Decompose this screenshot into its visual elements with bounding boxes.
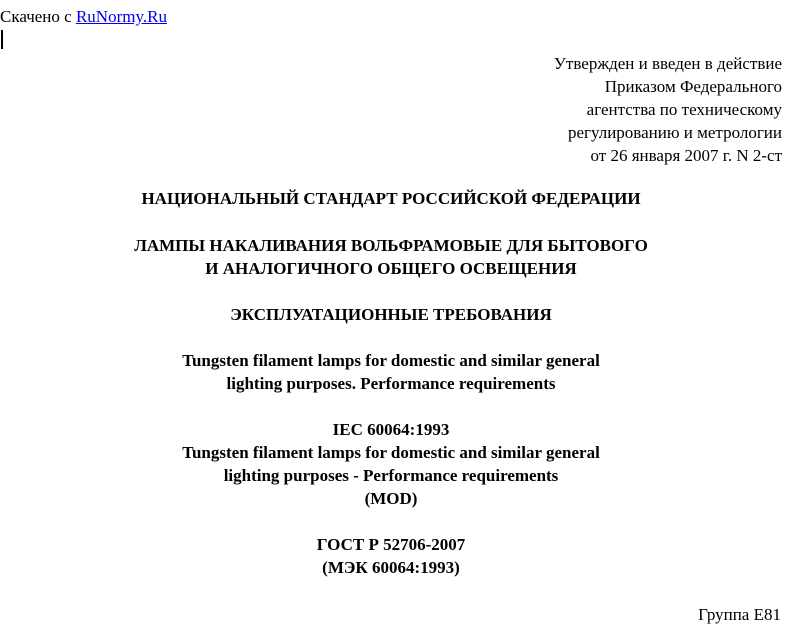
title-en-line: lighting purposes. Performance requirements bbox=[226, 374, 556, 393]
title-ru-line: ЛАМПЫ НАКАЛИВАНИЯ ВОЛЬФРАМОВЫЕ ДЛЯ БЫТОВОГО bbox=[134, 236, 648, 255]
gost-number: ГОСТ Р 52706-2007 bbox=[316, 535, 466, 554]
iec-title-line: Tungsten filament lamps for domestic and similar general bbox=[182, 443, 600, 462]
approval-block bbox=[554, 52, 782, 167]
title-ru-block bbox=[0, 234, 782, 280]
gost-block bbox=[0, 533, 782, 579]
source-prefix: Скачено с bbox=[0, 7, 76, 26]
subtitle-ru: ЭКСПЛУАТАЦИОННЫЕ ТРЕБОВАНИЯ bbox=[230, 305, 552, 324]
iec-code: IEC 60064:1993 bbox=[332, 420, 450, 439]
iec-mod: (MOD) bbox=[364, 489, 418, 508]
source-line bbox=[0, 7, 167, 27]
subtitle-ru-block bbox=[0, 303, 782, 326]
approval-line: регулированию и метрологии bbox=[567, 123, 782, 142]
approval-line: от 26 января 2007 г. N 2-ст bbox=[590, 146, 782, 165]
group-code: Группа Е81 bbox=[698, 605, 781, 624]
standard-heading-block bbox=[0, 187, 782, 210]
approval-line: Приказом Федерального bbox=[604, 77, 782, 96]
text-cursor bbox=[1, 30, 3, 49]
title-en-block bbox=[0, 349, 782, 395]
runormy-link[interactable]: RuNormy.Ru bbox=[75, 7, 167, 26]
approval-line: Утвержден и введен в действие bbox=[553, 54, 782, 73]
title-ru-line: И АНАЛОГИЧНОГО ОБЩЕГО ОСВЕЩЕНИЯ bbox=[205, 259, 577, 278]
title-en-line: Tungsten filament lamps for domestic and similar general bbox=[182, 351, 600, 370]
approval-line: агентства по техническому bbox=[586, 100, 782, 119]
iec-block bbox=[0, 418, 782, 510]
standard-heading: НАЦИОНАЛЬНЫЙ СТАНДАРТ РОССИЙСКОЙ ФЕДЕРАЦИИ bbox=[141, 189, 641, 208]
iec-title-line: lighting purposes - Performance requirements bbox=[223, 466, 559, 485]
gost-equivalent: (МЭК 60064:1993) bbox=[322, 558, 460, 577]
